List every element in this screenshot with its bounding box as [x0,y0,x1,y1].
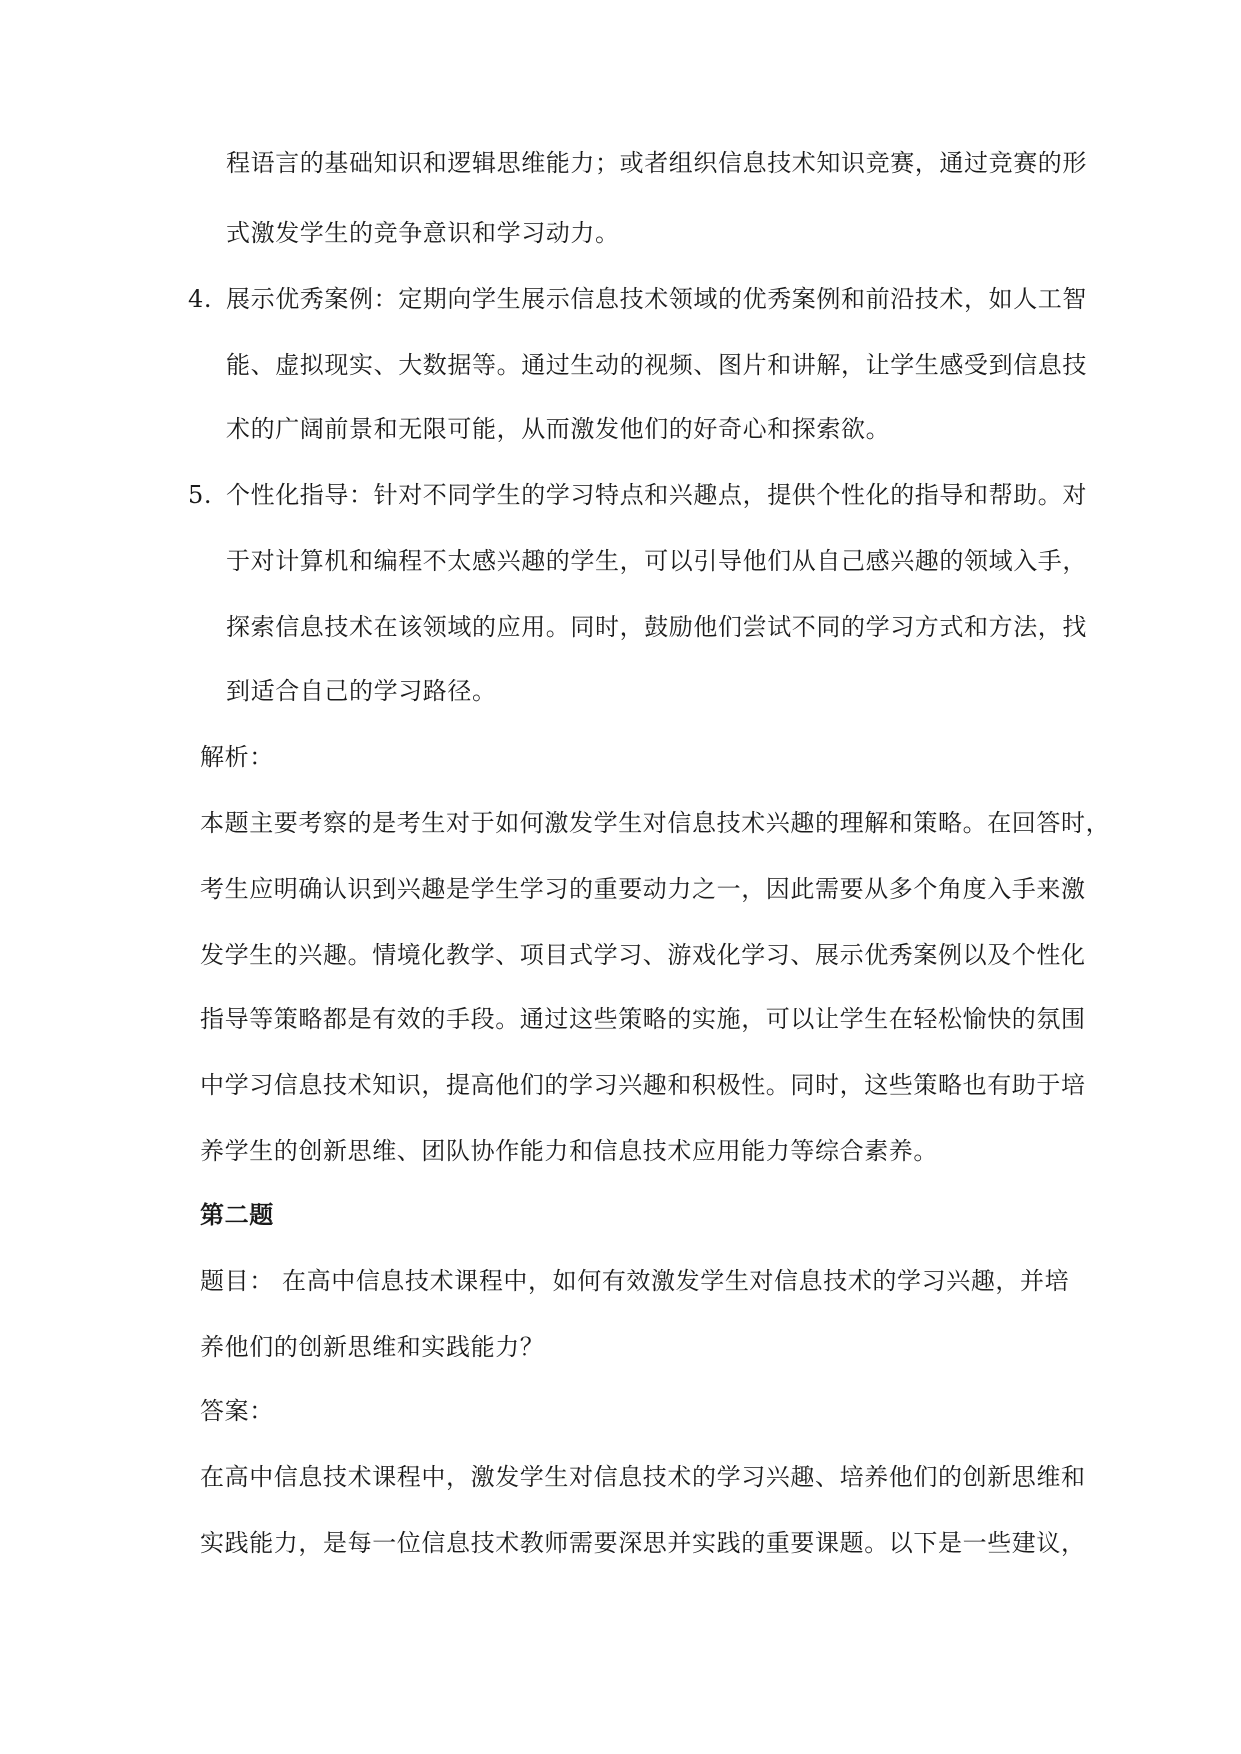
list-continuation-line: 程语言的基础知识和逻辑思维能力；或者组织信息技术知识竞赛，通过竞赛的形 [226,149,1087,177]
list-item-line: 展示优秀案例：定期向学生展示信息技术领域的优秀案例和前沿技术，如人工智 [226,285,1087,313]
section-heading: 第二题 [200,1201,274,1229]
question-prompt-line: 题目： 在高中信息技术课程中，如何有效激发学生对信息技术的学习兴趣，并培 [200,1267,1070,1295]
answer-line: 实践能力，是每一位信息技术教师需要深思并实践的重要课题。以下是一些建议， [200,1529,1086,1557]
list-item-line: 能、虚拟现实、大数据等。通过生动的视频、图片和讲解，让学生感受到信息技 [226,351,1087,379]
list-continuation-line: 式激发学生的竞争意识和学习动力。 [226,219,620,247]
answer-line: 在高中信息技术课程中，激发学生对信息技术的学习兴趣、培养他们的创新思维和 [200,1463,1086,1491]
list-item-line: 于对计算机和编程不太感兴趣的学生，可以引导他们从自己感兴趣的领域入手， [226,547,1087,575]
list-item-number: 5. [188,481,213,509]
analysis-label: 解析： [200,743,274,771]
analysis-line: 中学习信息技术知识，提高他们的学习兴趣和积极性。同时，这些策略也有助于培 [200,1071,1086,1099]
list-item-line: 个性化指导：针对不同学生的学习特点和兴趣点，提供个性化的指导和帮助。对 [226,481,1087,509]
list-item-line: 术的广阔前景和无限可能，从而激发他们的好奇心和探索欲。 [226,415,891,443]
list-item-number: 4. [188,285,213,313]
analysis-line: 本题主要考察的是考生对于如何激发学生对信息技术兴趣的理解和策略。在回答时， [200,809,1111,837]
list-item-line: 探索信息技术在该领域的应用。同时，鼓励他们尝试不同的学习方式和方法，找 [226,613,1087,641]
list-item-line: 到适合自己的学习路径。 [226,677,497,705]
analysis-line: 指导等策略都是有效的手段。通过这些策略的实施，可以让学生在轻松愉快的氛围 [200,1005,1086,1033]
question-prompt-line: 养他们的创新思维和实践能力？ [200,1333,545,1361]
analysis-line: 发学生的兴趣。情境化教学、项目式学习、游戏化学习、展示优秀案例以及个性化 [200,941,1086,969]
analysis-line: 养学生的创新思维、团队协作能力和信息技术应用能力等综合素养。 [200,1137,938,1165]
analysis-line: 考生应明确认识到兴趣是学生学习的重要动力之一，因此需要从多个角度入手来激 [200,875,1086,903]
answer-label: 答案： [200,1397,274,1425]
